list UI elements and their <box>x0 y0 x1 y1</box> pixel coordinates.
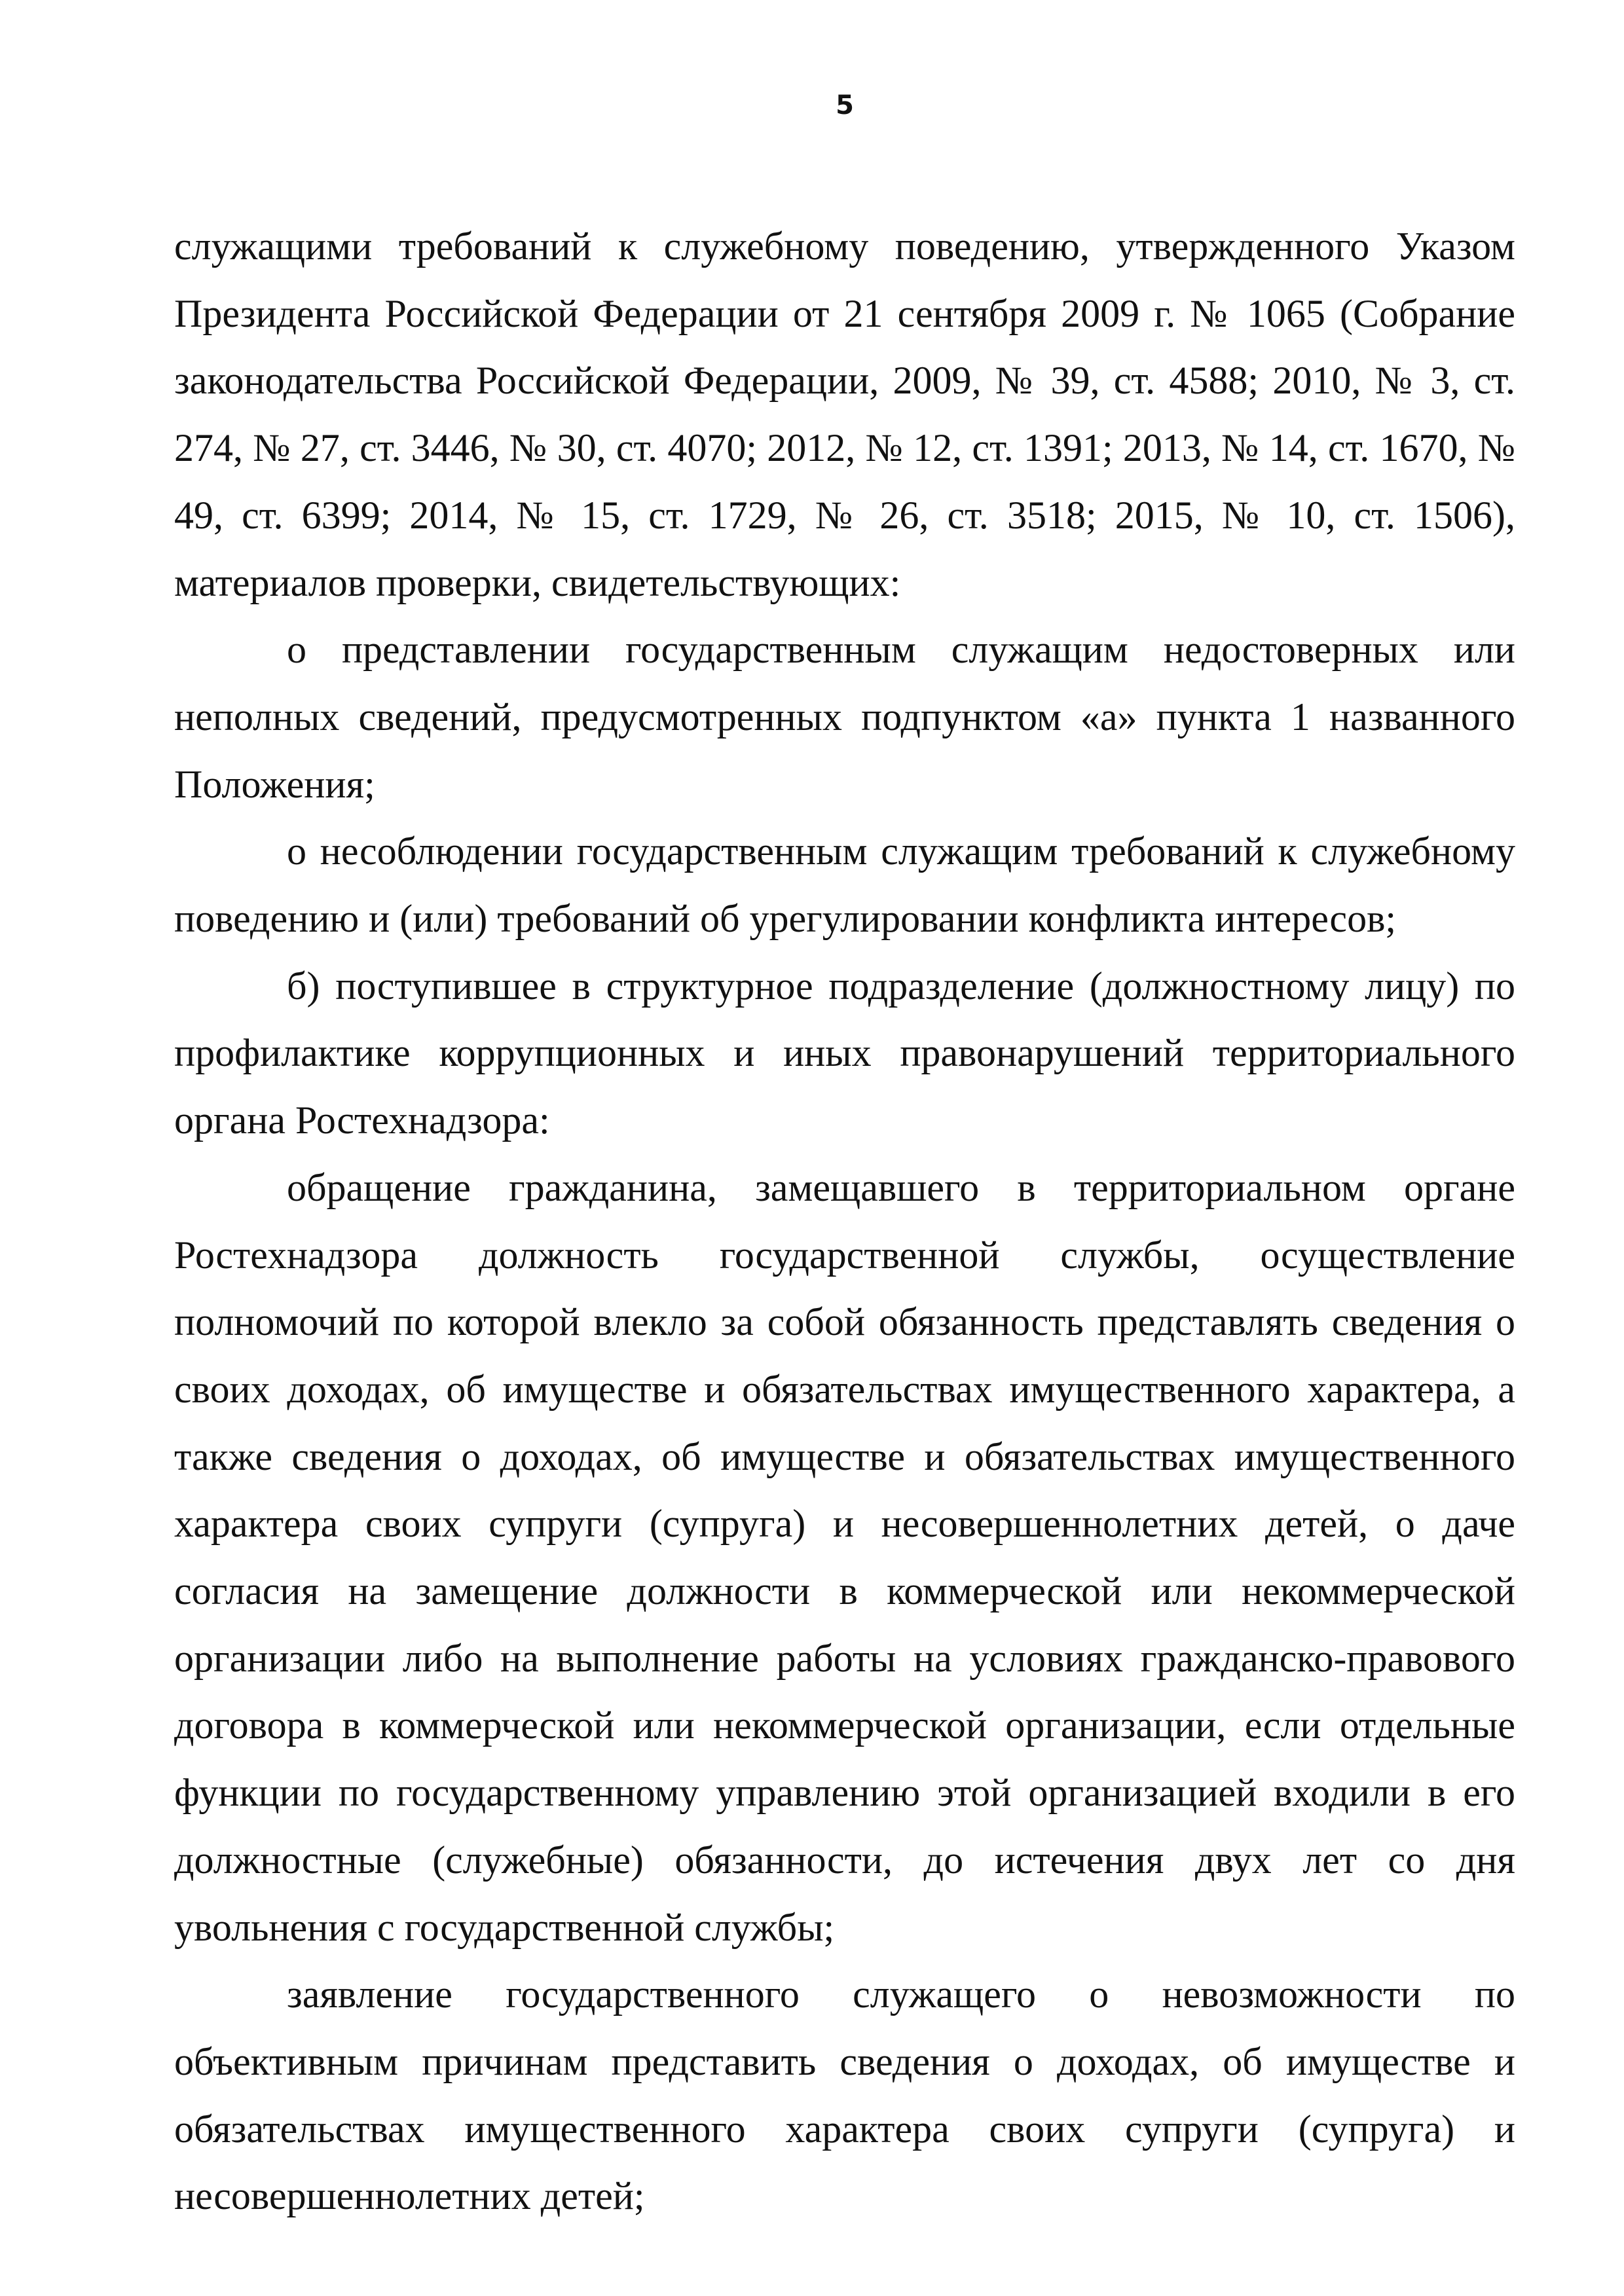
paragraph-false-information: о представлении государственным служащим недостоверных или неполных сведений, предусмотренных подпунктом «а» пункта 1 названного Положения; <box>174 628 1515 806</box>
page-number: 5 <box>836 90 854 120</box>
document-body <box>174 213 1515 2230</box>
paragraph-noncompliance: о несоблюдении государственным служащим требований к служебному поведению и (или) требований об урегулировании конфликта интересов; <box>174 829 1515 941</box>
paragraph-citizen-appeal: обращение гражданина, замещавшего в территориальном органе Ростехнадзора должность государственной службы, осуществление полномочий по которой влекло за собой обязанность представлять сведения о своих доходах, об имуществе и обязательствах имущественного характера, а также сведения о доходах, об имуществе и обязательствах имущественного характера своих супруги (супруга) и несовершеннолетних детей, о даче согласия на замещение должности в коммерческой или некоммерческой организации либо на выполнение работы на условиях гражданско-правового договора в коммерческой или некоммерческой организации, если отдельные функции по государственному управлению этой организацией входили в его должностные (служебные) обязанности, до истечения двух лет со дня увольнения с государственной службы; <box>174 1165 1515 1949</box>
paragraph-item-b: б) поступившее в структурное подразделение (должностному лицу) по профилактике коррупционных и иных правонарушений территориального органа Ростехнадзора: <box>174 964 1515 1142</box>
paragraph-continuation: служащими требований к служебному поведению, утвержденного Указом Президента Российской Федерации от 21 сентября 2009 г. № 1065 (Собрание законодательства Российской Федерации, 2009, № 39, ст. 4588; 2010, № 3, ст. 274, № 27, ст. 3446, № 30, ст. 4070; 2012, № 12, ст. 1391; 2013, № 14, ст. 1670, № 49, ст. 6399; 2014, № 15, ст. 1729, № 26, ст. 3518; 2015, № 10, ст. 1506), материалов проверки, свидетельствующих: <box>174 225 1515 604</box>
paragraph-servant-statement: заявление государственного служащего о невозможности по объективным причинам представить сведения о доходах, об имуществе и обязательствах имущественного характера своих супруги (супруга) и несовершеннолетних детей; <box>174 1973 1515 2218</box>
